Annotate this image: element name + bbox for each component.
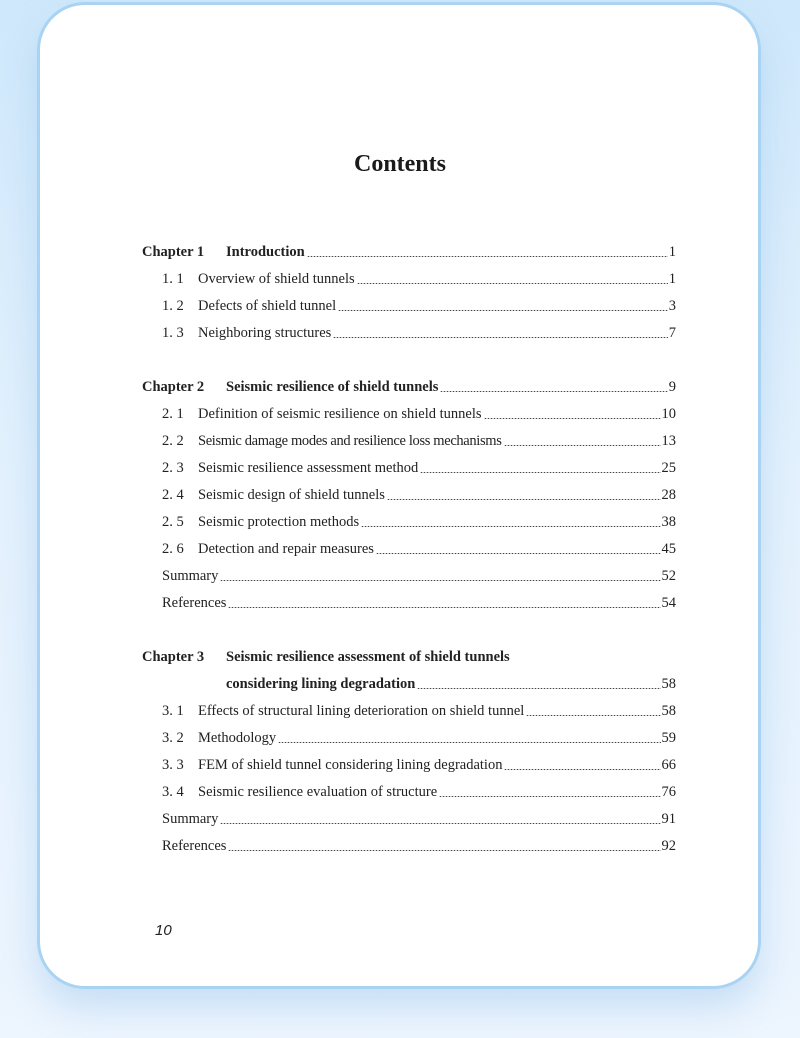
section-title: FEM of shield tunnel considering lining degradation xyxy=(198,757,503,773)
dot-leader xyxy=(357,283,668,284)
toc-chapter-1[interactable] xyxy=(142,240,676,262)
section-title: Neighboring structures xyxy=(198,325,332,341)
page-ref: 13 xyxy=(661,433,676,449)
section-title: Seismic damage modes and resilience loss mechanisms xyxy=(198,433,502,449)
section-number: 1. 3 xyxy=(162,325,184,341)
section-title: Summary xyxy=(162,811,219,827)
dot-leader xyxy=(376,553,661,554)
dot-leader xyxy=(220,580,660,581)
toc-section[interactable] xyxy=(162,402,676,424)
page-ref: 1 xyxy=(668,244,676,260)
page-ref: 76 xyxy=(661,784,676,800)
section-title: Defects of shield tunnel xyxy=(198,298,337,314)
toc-section[interactable] xyxy=(162,699,676,721)
section-number: 1. 2 xyxy=(162,298,184,314)
toc-section[interactable] xyxy=(162,267,676,289)
page-ref: 52 xyxy=(661,568,676,584)
page-ref: 3 xyxy=(668,298,676,314)
toc-chapter-3[interactable] xyxy=(142,645,676,667)
toc-section[interactable] xyxy=(162,753,676,775)
page-ref: 92 xyxy=(661,838,676,854)
section-number: 2. 5 xyxy=(162,514,184,530)
section-title: Seismic resilience assessment method xyxy=(198,460,419,476)
toc-section[interactable] xyxy=(162,726,676,748)
dot-leader xyxy=(228,850,660,851)
chapter-number: Chapter 3 xyxy=(142,649,205,665)
section-number: 2. 2 xyxy=(162,433,184,449)
section-title: Overview of shield tunnels xyxy=(198,271,355,287)
chapter-title: Introduction xyxy=(226,244,305,260)
dot-leader xyxy=(278,742,660,743)
toc-summary[interactable] xyxy=(162,564,676,586)
toc-chapter-3-continued[interactable] xyxy=(226,672,676,694)
toc-section[interactable] xyxy=(162,321,676,343)
dot-leader xyxy=(228,607,660,608)
toc-section[interactable] xyxy=(162,456,676,478)
section-title: References xyxy=(162,595,227,611)
section-title: References xyxy=(162,838,227,854)
page-ref: 25 xyxy=(661,460,676,476)
page-ref: 58 xyxy=(661,676,676,692)
page-ref: 9 xyxy=(668,379,676,395)
dot-leader xyxy=(220,823,660,824)
page-ref: 66 xyxy=(661,757,676,773)
section-title: Effects of structural lining deterioration on shield tunnel xyxy=(198,703,525,719)
toc-section[interactable] xyxy=(162,429,676,451)
section-title: Seismic resilience evaluation of structure xyxy=(198,784,438,800)
page-ref: 28 xyxy=(661,487,676,503)
page-ref: 54 xyxy=(661,595,676,611)
chapter-title-line2: considering lining degradation xyxy=(226,676,416,692)
dot-leader xyxy=(420,472,660,473)
dot-leader xyxy=(361,526,660,527)
toc-summary[interactable] xyxy=(162,807,676,829)
chapter-number: Chapter 1 xyxy=(142,244,205,260)
page-ref: 59 xyxy=(661,730,676,746)
dot-leader xyxy=(439,796,660,797)
section-title: Detection and repair measures xyxy=(198,541,374,557)
toc-section[interactable] xyxy=(162,537,676,559)
page-title: Contents xyxy=(353,151,446,177)
dot-leader xyxy=(526,715,660,716)
page-ref: 91 xyxy=(661,811,676,827)
page-ref: 58 xyxy=(661,703,676,719)
dot-leader xyxy=(504,769,660,770)
section-title: Seismic protection methods xyxy=(198,514,360,530)
page-ref: 45 xyxy=(661,541,676,557)
section-number: 1. 1 xyxy=(162,271,184,287)
toc-references[interactable] xyxy=(162,834,676,856)
page-ref: 1 xyxy=(668,271,676,287)
dot-leader xyxy=(504,445,661,446)
page-ref: 10 xyxy=(661,406,676,422)
dot-leader xyxy=(307,256,668,257)
toc-references[interactable] xyxy=(162,591,676,613)
dot-leader xyxy=(484,418,661,419)
section-number: 2. 1 xyxy=(162,406,184,422)
section-title: Methodology xyxy=(198,730,277,746)
dot-leader xyxy=(338,310,668,311)
section-title: Seismic design of shield tunnels xyxy=(198,487,385,503)
section-number: 2. 6 xyxy=(162,541,184,557)
section-number: 3. 3 xyxy=(162,757,184,773)
dot-leader xyxy=(333,337,667,338)
section-number: 2. 4 xyxy=(162,487,184,503)
toc-section[interactable] xyxy=(162,294,676,316)
toc-section[interactable] xyxy=(162,510,676,532)
section-number: 3. 1 xyxy=(162,703,184,719)
dot-leader xyxy=(440,391,667,392)
section-number: 2. 3 xyxy=(162,460,184,476)
page-number: 10 xyxy=(155,922,172,939)
dot-leader xyxy=(417,688,660,689)
toc-section[interactable] xyxy=(162,780,676,802)
page-ref: 38 xyxy=(661,514,676,530)
section-title: Summary xyxy=(162,568,219,584)
page-ref: 7 xyxy=(668,325,676,341)
chapter-number: Chapter 2 xyxy=(142,379,205,395)
section-title: Definition of seismic resilience on shield tunnels xyxy=(198,406,482,422)
toc-chapter-2[interactable] xyxy=(142,375,676,397)
section-number: 3. 4 xyxy=(162,784,184,800)
dot-leader xyxy=(387,499,661,500)
chapter-title: Seismic resilience assessment of shield tunnels xyxy=(226,649,510,665)
section-number: 3. 2 xyxy=(162,730,184,746)
chapter-title: Seismic resilience of shield tunnels xyxy=(226,379,439,395)
toc-section[interactable] xyxy=(162,483,676,505)
